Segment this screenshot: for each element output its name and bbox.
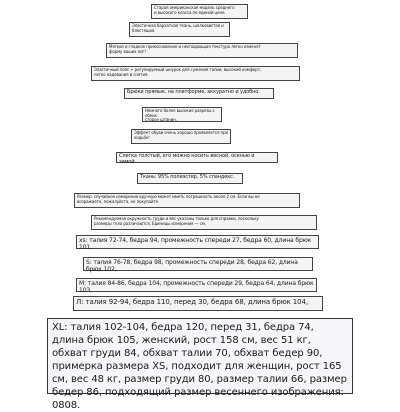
size-row-l: Л: талия 92-94, бедра 110, перед 30, бедра 68, длина брюк 104,: [73, 296, 323, 311]
note-waistband-description: Эластичный пояс + регулируемый шнурок для сужения талии, высокий комфорт, легко надевания и снятия.: [91, 66, 300, 81]
size-row-m: М: талия 84-86, бедра 104, промежность спереди 29, бедра 64, длина брюк 103,: [76, 278, 317, 292]
note-season: Слегка толстый, его можно носить весной, осенью и зимой....: [116, 152, 278, 163]
note-fabric-composition: Ткань: 95% полиэстер, 5% спандекс.: [137, 173, 243, 184]
size-row-s: S: талия 76-78, бедра 98, промежность спереди 28, бедра 62, длина брюк 102,: [83, 257, 313, 271]
note-walking-effect: Эффект обуви очень хорошо проявляется при ходьбе!: [131, 129, 231, 144]
note-size-recommendation: Рекомендуемая окружность груди и вес указаны только для справки, поскольку размеры тела различаются. Единицы измерения — см.: [91, 215, 317, 230]
note-texture-description: Мягкое и гладкое прикосновение и неспадающая текстура легко изменят форму ваших ног!: [106, 43, 298, 58]
note-trousers-style: Брюки прямые, на платформе, аккуратно и удобно.: [124, 88, 274, 99]
note-fabric-description: Эластичная бархатная ткань, шелковистая и блестящая.: [129, 22, 230, 37]
note-side-slits: Немного более высокие разрезы с обеих сторон штанин.: [142, 107, 222, 122]
note-model-description: Старая американская модель среднего и высокого класса по единой цене.: [151, 4, 248, 19]
note-size-measurement: Размер: случайное измерение вручную может иметь погрешность около 2 см. Если вы не возражаете, пожалуйста, не покупайте: [74, 193, 300, 208]
size-row-xl-and-fit: XL: талия 102-104, бедра 120, перед 31, бедра 74, длина брюк 105, женский, рост 158 см, вес 51 кг, обхват груди 84, обхват талии 70, обхват бедер 90, примерка размера XS, подходит для женщин, рост 165 см, вес 48 кг, размер груди 80, размер талии 66, размер бедер 86, подходящий размер весеннего изображения: 0808.: [47, 318, 353, 394]
size-row-xs: xs: талия 72-74, бедра 94, промежность спереди 27, бедра 60, длина брюк 101,: [76, 235, 319, 249]
